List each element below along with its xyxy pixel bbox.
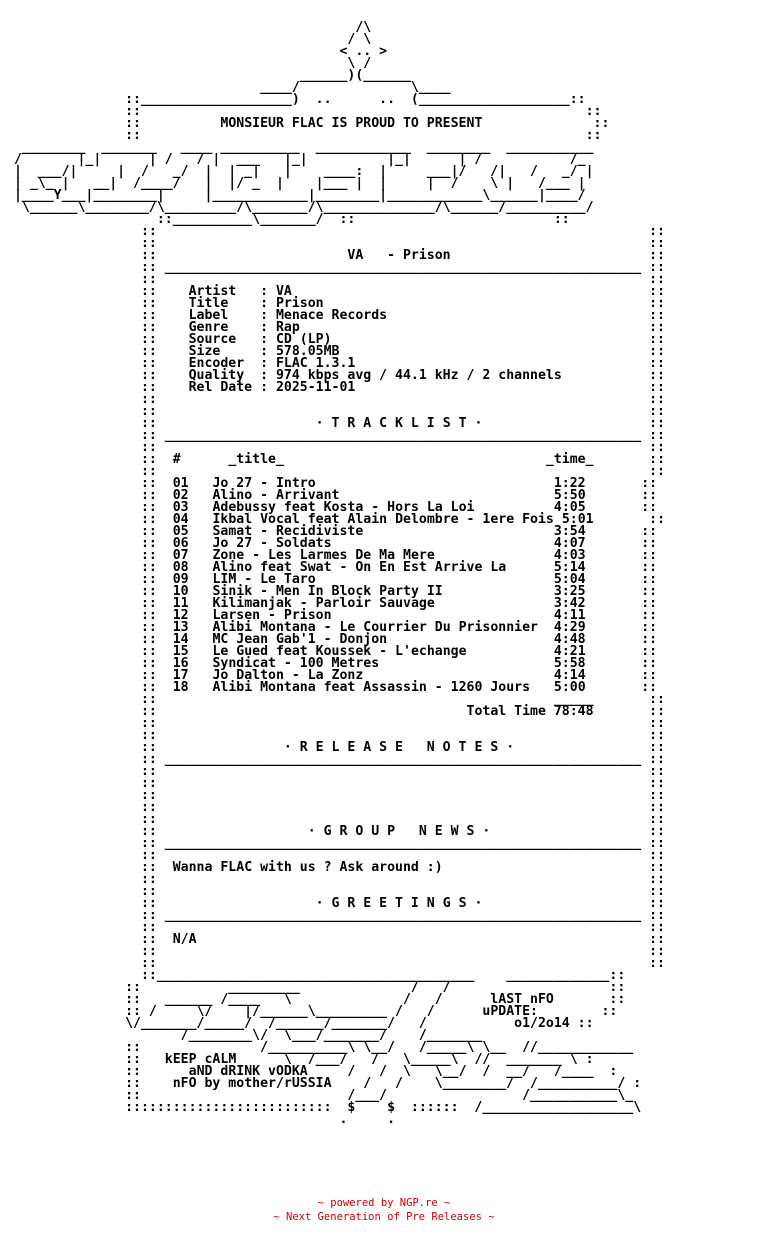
track-number: 03 <box>172 500 189 515</box>
track-number: 11 <box>172 596 189 611</box>
powered-by-text: ~ powered by NGP.re ~ <box>317 1197 451 1209</box>
footer <box>0 1196 768 1224</box>
nfo-art: /\ / \ < .. > \ / ______)(______ ____/ \____ ::___________________) .. .. (___________________:: :: :: :: MONSIEUR FLAC IS PROUD TO PRESENT :: :: :: ________ _______ ____ __________ ____________ ________ ___________ / |_| | / / | ___ |_| |_| | / /_ | ___/| | / _/ | | _| | ____: | ___|/ /| / _/ | | _\_ | __| /____/ | |/ _ | |___ | | | / \ | /___ | |____Y___|________| |____________|________|____________\______|____/ \______\________/\_________/\_______/\______________/\______/__________/ ::__________\_______/ :: :: :: :: :: :: :: VA - Prison :: :: ____________________________________________________________ :: :: :: :: Artist : VA :: :: Title : Prison :: :: Label : Menace Records :: :: Genre : Rap :: :: Source : CD (LP) :: :: Size : 578.05MB :: :: Encoder : FLAC 1.3.1 :: :: Quality : 974 kbps avg / 44.1 kHz / 2 channels :: :: Rel Date : 2025-11-01 :: :: :: :: :: :: · T R A C K L I S T · :: :: ____________________________________________________________ :: :: :: :: # _title_ _time_ :: :: :: :: 01 Jo 27 - Intro 1:22 :: :: 02 Alino - Arrivant 5:50 :: :: 03 Adebussy feat Kosta - Hors La Loi 4:05 :: :: 04 Ikbal Vocal feat Alain Delombre - 1ere Fois 5:01 :: :: 05 Samat - Recidiviste 3:54 :: :: 06 Jo 27 - Soldats 4:07 :: :: 07 Zone - Les Larmes De Ma Mere 4:03 :: :: 08 Alino feat Swat - On En Est Arrive La 5:14 :: :: 09 LIM - Le Taro 5:04 :: :: 10 Sinik - Men In Block Party II 3:25 :: :: 11 Kilimanjak - Parloir Sauvage 3:42 :: :: 12 Larsen - Prison 4:11 :: :: 13 Alibi Montana - Le Courrier Du Prisonnier 4:29 :: :: 14 MC Jean Gab'1 - Donjon 4:48 :: :: 15 Le Gued feat Koussek - L'echange 4:21 :: :: 16 Syndicat - 100 Metres 5:58 :: :: 17 Jo Dalton - La Zonz 4:14 :: :: 18 Alibi Montana feat Assassin - 1260 Jours 5:00 :: :: _____ :: :: Total Time 78:48 :: :: :: :: :: :: · R E L E A S E N O T E S · :: :: ____________________________________________________________ :: :: :: :: :: :: :: :: :: :: :: :: · G R O U P N E W S · :: :: ____________________________________________________________ :: :: :: :: Wanna FLAC with us ? Ask around :) :: :: :: :: :: :: · G R E E T I N G S · :: :: ____________________________________________________________ :: :: :: :: N/A :: :: :: :: :: ::________________________________________ _____________:: :: _________ / / :: :: ______ /____ \ / / lAST nFO :: :: / \/ |/______\_________ / / uPDATE: :: \/_______/_____/ /______/_______/ / o1/2o14 :: /________\/ \___/_______/ /_______ :: /__________\ \__/ /_____\ \__ //____________ :: kEEP cALM \ /___/ / \_____\ // _______ \ : :: aND dRINK vODKA / / \ \__/ / __/ /____ : :: nFO by mother/rUSSIA / / \________/ /__________/ : :: /___/ /___________\_ :::::::::::::::::::::::::: $ $ :::::: /___________________\ . . <box>6 20 666 1127</box>
track-number: 02 <box>172 488 189 503</box>
field-title: Prison <box>275 296 324 311</box>
last-nfo-label: lAST nFO <box>490 992 554 1007</box>
credit-text: nFO by mother/rUSSIA <box>172 1076 332 1091</box>
field-quality: 974 kbps avg / 44.1 kHz / 2 channels <box>275 368 562 383</box>
track-title: Adebussy feat Kosta - Hors La Loi <box>212 500 475 515</box>
presenter-line: MONSIEUR FLAC IS PROUD TO PRESENT <box>220 116 483 131</box>
field-genre: Rap <box>275 320 300 335</box>
track-title: Sinik - Men In Block Party II <box>212 584 443 599</box>
track-title: Alibi Montana feat Assassin - 1260 Jours <box>212 680 531 695</box>
total-time-label: Total Time <box>466 704 546 719</box>
drink-text: aND dRINK vODKA <box>188 1064 308 1079</box>
col-num-header: # <box>172 452 181 467</box>
tagline-text: ~ Next Generation of Pre Releases ~ <box>273 1211 495 1223</box>
track-time: 4:21 <box>553 644 586 659</box>
track-title: MC Jean Gab'1 - Donjon <box>212 632 388 647</box>
track-time: 4:05 <box>553 500 586 515</box>
release-heading: VA - Prison <box>347 248 451 263</box>
track-title: Kilimanjak - Parloir Sauvage <box>212 596 435 611</box>
track-time: 5:04 <box>553 572 586 587</box>
track-number: 18 <box>172 680 189 695</box>
track-time: 4:03 <box>553 548 586 563</box>
col-time-header: _time_ <box>545 452 594 467</box>
track-time: 3:25 <box>553 584 586 599</box>
track-time: 4:48 <box>553 632 586 647</box>
group-news-title: · G R O U P N E W S · <box>307 824 491 839</box>
col-title-header: _title_ <box>228 452 284 467</box>
track-time: 5:01 <box>561 512 594 527</box>
release-notes-title: · R E L E A S E N O T E S · <box>283 740 515 755</box>
track-title: Le Gued feat Koussek - L'echange <box>212 644 467 659</box>
track-title: Ikbal Vocal feat Alain Delombre - 1ere Fois <box>212 512 554 527</box>
field-encoder: FLAC 1.3.1 <box>275 356 356 371</box>
track-title: Samat - Recidiviste <box>212 524 364 539</box>
track-number: 16 <box>172 656 189 671</box>
track-number: 09 <box>172 572 189 587</box>
update-label: uPDATE: <box>482 1004 538 1019</box>
track-time: 4:07 <box>553 536 586 551</box>
group-news-text: Wanna FLAC with us ? Ask around :) <box>172 860 443 875</box>
track-number: 08 <box>172 560 189 575</box>
track-number: 14 <box>172 632 189 647</box>
track-number: 06 <box>172 536 189 551</box>
keep-calm-text: kEEP cALM <box>164 1052 237 1067</box>
track-time: 5:50 <box>553 488 586 503</box>
field-source: CD (LP) <box>275 332 332 347</box>
track-title: Jo Dalton - La Zonz <box>212 668 364 683</box>
total-time-value: 78:48 <box>553 704 594 719</box>
track-number: 17 <box>172 668 189 683</box>
tracklist-title: · T R A C K L I S T · <box>315 416 483 431</box>
track-time: 5:00 <box>553 680 586 695</box>
field-rel-date: 2025-11-01 <box>275 380 356 395</box>
track-number: 01 <box>172 476 189 491</box>
track-time: 1:22 <box>553 476 586 491</box>
track-title: Alino feat Swat - On En Est Arrive La <box>212 560 507 575</box>
field-size: 578.05MB <box>275 344 340 359</box>
track-time: 3:54 <box>553 524 586 539</box>
track-number: 07 <box>172 548 189 563</box>
track-time: 5:14 <box>553 560 586 575</box>
track-time: 4:11 <box>553 608 586 623</box>
track-time: 4:29 <box>553 620 586 635</box>
update-date: o1/2o14 <box>514 1016 570 1031</box>
track-title: Jo 27 - Intro <box>212 476 316 491</box>
track-title: Larsen - Prison <box>212 608 332 623</box>
track-number: 13 <box>172 620 189 635</box>
field-artist: VA <box>275 284 292 299</box>
track-title: Zone - Les Larmes De Ma Mere <box>212 548 435 563</box>
track-title: LIM - Le Taro <box>212 572 316 587</box>
greetings-title: · G R E E T I N G S · <box>315 896 483 911</box>
track-title: Alino - Arrivant <box>212 488 340 503</box>
track-number: 12 <box>172 608 189 623</box>
track-number: 10 <box>172 584 189 599</box>
track-time: 4:14 <box>553 668 586 683</box>
track-number: 04 <box>172 512 189 527</box>
track-title: Syndicat - 100 Metres <box>212 656 380 671</box>
greetings-text: N/A <box>172 932 197 947</box>
track-number: 05 <box>172 524 189 539</box>
track-title: Alibi Montana - Le Courrier Du Prisonnier <box>212 620 538 635</box>
track-time: 3:42 <box>553 596 586 611</box>
track-title: Jo 27 - Soldats <box>212 536 332 551</box>
field-label: Menace Records <box>275 308 388 323</box>
track-number: 15 <box>172 644 189 659</box>
track-time: 5:58 <box>553 656 586 671</box>
